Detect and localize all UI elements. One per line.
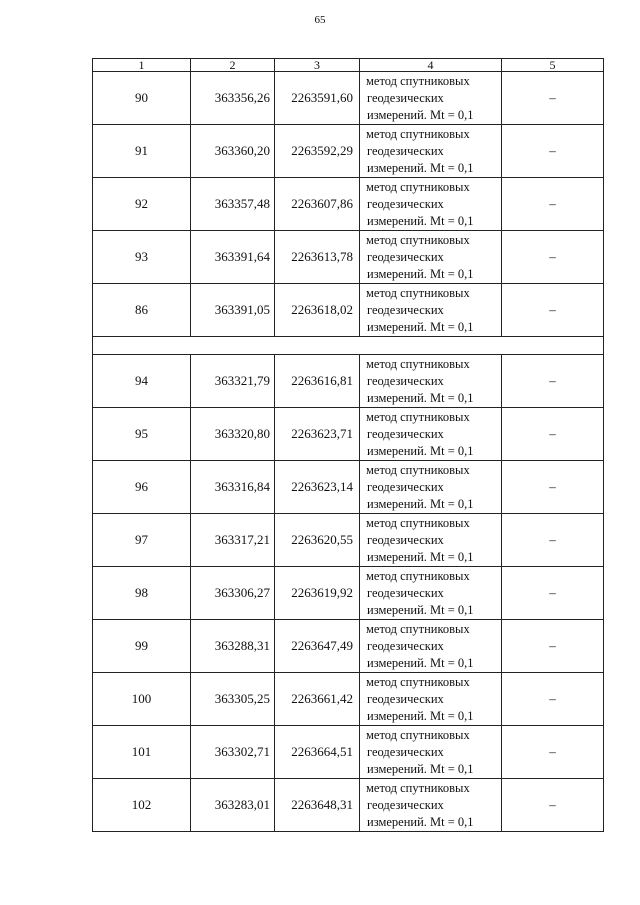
point-number-cell: 97 [93, 514, 191, 567]
x-coordinate-cell: 363288,31 [191, 620, 275, 673]
y-coordinate-cell: 2263648,31 [275, 779, 360, 832]
method-line: геодезических [367, 143, 444, 158]
method-line: метод спутниковых [366, 409, 470, 424]
method-line: геодезических [367, 373, 444, 388]
method-line: метод спутниковых [366, 285, 470, 300]
method-line: измерений. Mt = 0,1 [367, 160, 474, 175]
note-cell: – [502, 178, 604, 231]
header-cell-point: 1 [93, 59, 191, 72]
note-cell: – [502, 355, 604, 408]
method-cell [360, 673, 502, 726]
header-cell-x: 2 [191, 59, 275, 72]
y-coordinate-cell: 2263613,78 [275, 231, 360, 284]
x-coordinate-cell: 363317,21 [191, 514, 275, 567]
method-line: метод спутниковых [366, 515, 470, 530]
method-line: измерений. Mt = 0,1 [367, 213, 474, 228]
x-coordinate-cell: 363320,80 [191, 408, 275, 461]
method-line: геодезических [367, 744, 444, 759]
method-line: измерений. Mt = 0,1 [367, 107, 474, 122]
point-number-cell: 96 [93, 461, 191, 514]
method-line: измерений. Mt = 0,1 [367, 708, 474, 723]
method-cell [360, 620, 502, 673]
method-cell [360, 231, 502, 284]
method-line: метод спутниковых [366, 126, 470, 141]
method-line: измерений. Mt = 0,1 [367, 496, 474, 511]
method-line: измерений. Mt = 0,1 [367, 761, 474, 776]
method-cell [360, 461, 502, 514]
point-number-cell: 95 [93, 408, 191, 461]
point-number-cell: 91 [93, 125, 191, 178]
x-coordinate-cell: 363302,71 [191, 726, 275, 779]
method-line: геодезических [367, 532, 444, 547]
note-cell: – [502, 125, 604, 178]
method-line: метод спутниковых [366, 674, 470, 689]
method-line: геодезических [367, 479, 444, 494]
method-cell [360, 284, 502, 337]
method-cell [360, 514, 502, 567]
page-number: 65 [314, 14, 326, 26]
x-coordinate-cell: 363356,26 [191, 72, 275, 125]
method-line: геодезических [367, 90, 444, 105]
table-row [93, 673, 604, 726]
method-line: геодезических [367, 426, 444, 441]
table-row [93, 408, 604, 461]
table-row [93, 178, 604, 231]
method-line: измерений. Mt = 0,1 [367, 549, 474, 564]
method-cell [360, 355, 502, 408]
header-cell-y: 3 [275, 59, 360, 72]
separator-cell [93, 337, 604, 355]
method-line: метод спутниковых [366, 780, 470, 795]
note-cell: – [502, 726, 604, 779]
header-cell-note: 5 [502, 59, 604, 72]
coordinates-table [92, 58, 604, 832]
method-cell [360, 726, 502, 779]
header-cell-method: 4 [360, 59, 502, 72]
method-line: измерений. Mt = 0,1 [367, 602, 474, 617]
method-line: измерений. Mt = 0,1 [367, 390, 474, 405]
method-cell [360, 779, 502, 832]
coordinates-table-body [93, 59, 604, 832]
y-coordinate-cell: 2263618,02 [275, 284, 360, 337]
point-number-cell: 86 [93, 284, 191, 337]
y-coordinate-cell: 2263619,92 [275, 567, 360, 620]
table-row [93, 461, 604, 514]
method-line: измерений. Mt = 0,1 [367, 319, 474, 334]
x-coordinate-cell: 363357,48 [191, 178, 275, 231]
method-line: геодезических [367, 638, 444, 653]
table-row [93, 567, 604, 620]
x-coordinate-cell: 363305,25 [191, 673, 275, 726]
table-row [93, 72, 604, 125]
x-coordinate-cell: 363391,05 [191, 284, 275, 337]
method-cell [360, 72, 502, 125]
method-line: метод спутниковых [366, 73, 470, 88]
method-line: метод спутниковых [366, 356, 470, 371]
note-cell: – [502, 567, 604, 620]
method-line: геодезических [367, 797, 444, 812]
method-line: геодезических [367, 585, 444, 600]
method-line: измерений. Mt = 0,1 [367, 266, 474, 281]
method-line: геодезических [367, 691, 444, 706]
y-coordinate-cell: 2263591,60 [275, 72, 360, 125]
table-row [93, 355, 604, 408]
x-coordinate-cell: 363321,79 [191, 355, 275, 408]
table-row [93, 620, 604, 673]
table-row [93, 514, 604, 567]
point-number-cell: 93 [93, 231, 191, 284]
y-coordinate-cell: 2263664,51 [275, 726, 360, 779]
point-number-cell: 90 [93, 72, 191, 125]
table-row [93, 779, 604, 832]
method-cell [360, 125, 502, 178]
method-line: измерений. Mt = 0,1 [367, 655, 474, 670]
point-number-cell: 92 [93, 178, 191, 231]
note-cell: – [502, 514, 604, 567]
x-coordinate-cell: 363283,01 [191, 779, 275, 832]
point-number-cell: 101 [93, 726, 191, 779]
x-coordinate-cell: 363360,20 [191, 125, 275, 178]
method-line: метод спутниковых [366, 232, 470, 247]
note-cell: – [502, 72, 604, 125]
x-coordinate-cell: 363316,84 [191, 461, 275, 514]
table-row [93, 284, 604, 337]
method-line: метод спутниковых [366, 621, 470, 636]
x-coordinate-cell: 363391,64 [191, 231, 275, 284]
note-cell: – [502, 779, 604, 832]
method-line: метод спутниковых [366, 179, 470, 194]
y-coordinate-cell: 2263647,49 [275, 620, 360, 673]
table-row [93, 231, 604, 284]
note-cell: – [502, 284, 604, 337]
y-coordinate-cell: 2263620,55 [275, 514, 360, 567]
method-cell [360, 408, 502, 461]
y-coordinate-cell: 2263623,14 [275, 461, 360, 514]
method-line: геодезических [367, 302, 444, 317]
method-line: геодезических [367, 196, 444, 211]
table-row [93, 125, 604, 178]
y-coordinate-cell: 2263661,42 [275, 673, 360, 726]
method-cell [360, 567, 502, 620]
note-cell: – [502, 231, 604, 284]
table-row [93, 726, 604, 779]
note-cell: – [502, 461, 604, 514]
x-coordinate-cell: 363306,27 [191, 567, 275, 620]
method-line: метод спутниковых [366, 462, 470, 477]
method-line: геодезических [367, 249, 444, 264]
point-number-cell: 100 [93, 673, 191, 726]
method-line: метод спутниковых [366, 568, 470, 583]
y-coordinate-cell: 2263616,81 [275, 355, 360, 408]
table-header-row [93, 59, 604, 72]
note-cell: – [502, 620, 604, 673]
note-cell: – [502, 408, 604, 461]
point-number-cell: 94 [93, 355, 191, 408]
point-number-cell: 98 [93, 567, 191, 620]
method-line: измерений. Mt = 0,1 [367, 443, 474, 458]
y-coordinate-cell: 2263623,71 [275, 408, 360, 461]
method-line: метод спутниковых [366, 727, 470, 742]
y-coordinate-cell: 2263592,29 [275, 125, 360, 178]
contour-separator-row [93, 337, 604, 355]
note-cell: – [502, 673, 604, 726]
y-coordinate-cell: 2263607,86 [275, 178, 360, 231]
method-line: измерений. Mt = 0,1 [367, 814, 474, 829]
point-number-cell: 99 [93, 620, 191, 673]
method-cell [360, 178, 502, 231]
point-number-cell: 102 [93, 779, 191, 832]
